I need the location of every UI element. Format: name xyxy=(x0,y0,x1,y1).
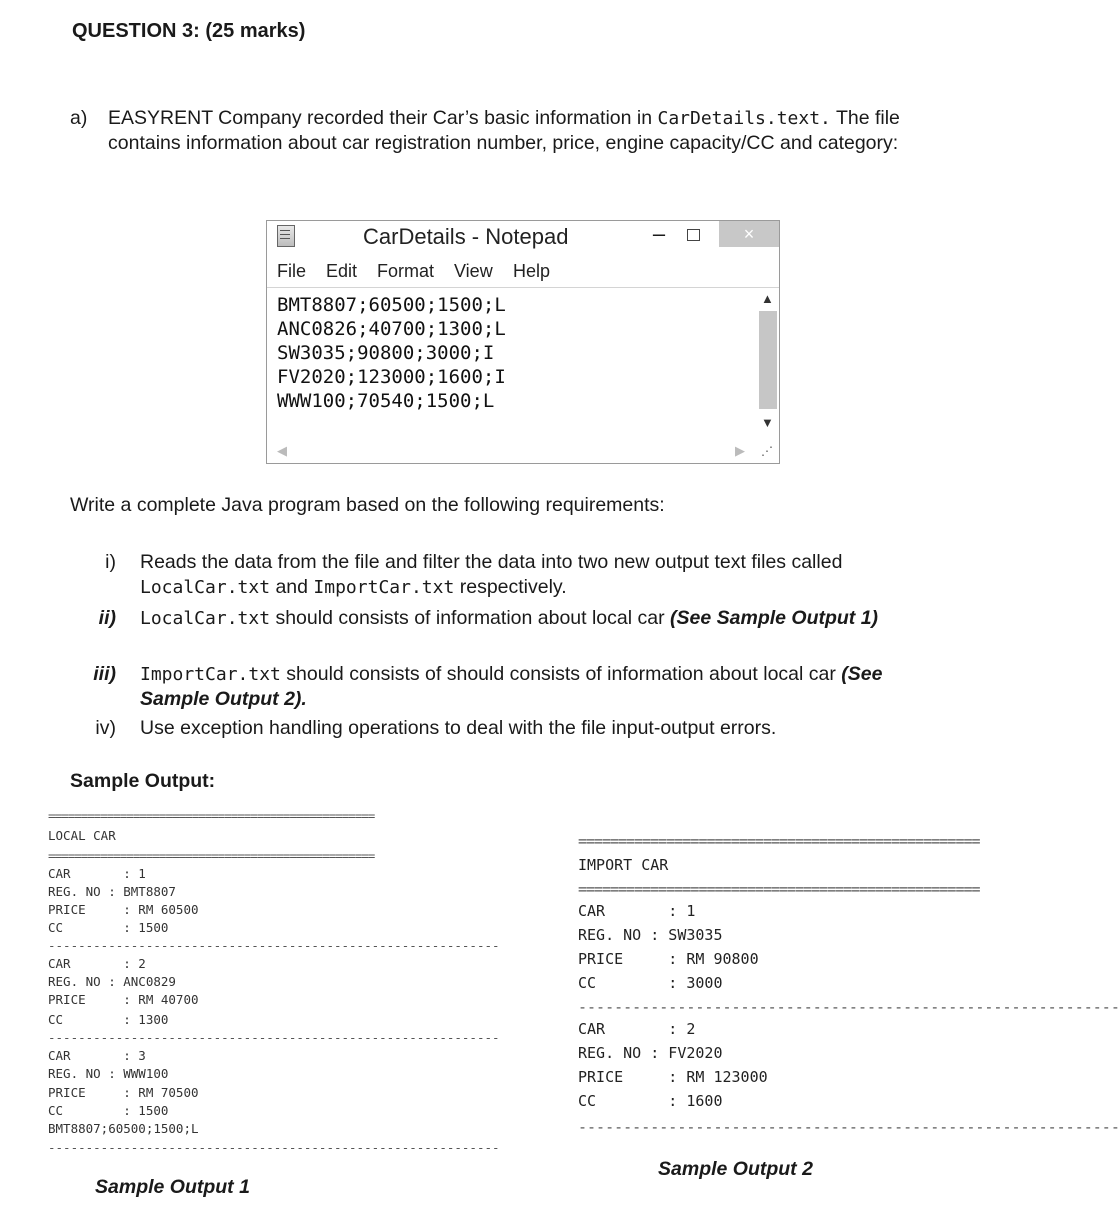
notepad-text-area[interactable] xyxy=(277,293,506,413)
requirement-text: should consists of should consists of information about local car xyxy=(280,663,842,685)
horizontal-scrollbar[interactable] xyxy=(267,441,779,463)
requirement-1 xyxy=(105,550,955,600)
part-a-code: CarDetails.text. xyxy=(657,108,831,129)
vertical-scrollbar[interactable] xyxy=(757,289,779,439)
instruction-text: Write a complete Java program based on the following requirements: xyxy=(70,494,665,516)
dash-line: ------------------------------------------------------------ xyxy=(578,1118,1120,1136)
rule-line: ================================================== xyxy=(48,808,375,823)
record-car: CAR : 1 xyxy=(48,866,146,881)
record-cc: CC : 3000 xyxy=(578,974,723,992)
menu-help[interactable]: Help xyxy=(513,261,551,281)
requirement-number: ii) xyxy=(98,607,116,629)
requirement-number: iv) xyxy=(95,717,116,739)
requirement-number: iii) xyxy=(93,663,116,685)
requirement-2 xyxy=(98,606,955,631)
scroll-right-icon[interactable]: ▶ xyxy=(735,443,745,458)
notepad-line: SW3035;90800;3000;I xyxy=(277,342,495,364)
notepad-menubar xyxy=(267,257,779,288)
requirement-text: respectively. xyxy=(454,576,567,598)
caption-sample-output-2: Sample Output 2 xyxy=(658,1158,813,1180)
scroll-up-icon[interactable]: ▲ xyxy=(761,291,774,306)
record-car: CAR : 1 xyxy=(578,902,696,920)
requirement-note: (See Sample Output 1) xyxy=(670,607,879,629)
requirement-code: LocalCar.txt xyxy=(140,608,271,629)
notepad-line: BMT8807;60500;1500;L xyxy=(277,294,506,316)
rule-line: ================================================== xyxy=(48,848,375,863)
rule-line: ================================================== xyxy=(578,832,980,850)
dash-line: ------------------------------------------------------------ xyxy=(48,938,500,953)
caption-sample-output-1: Sample Output 1 xyxy=(95,1176,250,1198)
menu-format[interactable]: Format xyxy=(377,261,435,281)
requirement-note: (See Sample Output 2). xyxy=(140,663,883,710)
record-cc: CC : 1600 xyxy=(578,1092,723,1110)
dash-line: ------------------------------------------------------------ xyxy=(578,998,1120,1016)
requirement-text: should consists of information about local car xyxy=(270,607,671,629)
record-cc: CC : 1500 xyxy=(48,920,169,935)
part-a-label: a) xyxy=(70,107,88,129)
menu-edit[interactable]: Edit xyxy=(326,261,358,281)
record-car: CAR : 3 xyxy=(48,1048,146,1063)
scroll-down-icon[interactable]: ▼ xyxy=(761,415,774,430)
scroll-left-icon[interactable]: ◀ xyxy=(277,443,287,458)
requirement-code: ImportCar.txt xyxy=(140,664,281,685)
output-trailer: BMT8807;60500;1500;L xyxy=(48,1121,199,1136)
record-price: PRICE : RM 40700 xyxy=(48,992,199,1007)
dash-line: ------------------------------------------------------------ xyxy=(48,1140,500,1155)
record-price: PRICE : RM 123000 xyxy=(578,1068,768,1086)
record-reg: REG. NO : WWW100 xyxy=(48,1066,169,1081)
record-price: PRICE : RM 70500 xyxy=(48,1085,199,1100)
maximize-icon[interactable] xyxy=(687,229,700,241)
requirement-3 xyxy=(93,662,955,712)
requirement-text: Reads the data from the file and filter the data into two new output text files called xyxy=(140,551,843,573)
record-reg: REG. NO : SW3035 xyxy=(578,926,723,944)
notepad-titlebar xyxy=(267,221,779,255)
menu-view[interactable]: View xyxy=(454,261,493,281)
question-title: QUESTION 3: (25 marks) xyxy=(72,20,306,42)
record-price: PRICE : RM 60500 xyxy=(48,902,199,917)
requirement-text: and xyxy=(270,576,314,598)
notepad-line: FV2020;123000;1600;I xyxy=(277,366,506,388)
notepad-app-icon xyxy=(277,225,295,247)
sample-output-label: Sample Output: xyxy=(70,770,216,792)
part-a-text-1: EASYRENT Company recorded their Car’s basic information in xyxy=(108,107,658,129)
requirement-number: i) xyxy=(105,551,116,573)
menu-file[interactable]: File xyxy=(277,261,307,281)
minimize-icon[interactable]: – xyxy=(652,221,666,246)
rule-line: ================================================== xyxy=(578,880,980,898)
scrollbar-thumb[interactable] xyxy=(759,311,777,409)
notepad-line: ANC0826;40700;1300;L xyxy=(277,318,506,340)
record-car: CAR : 2 xyxy=(578,1020,696,1038)
record-reg: REG. NO : FV2020 xyxy=(578,1044,723,1062)
record-reg: REG. NO : ANC0829 xyxy=(48,974,176,989)
dash-line: ------------------------------------------------------------ xyxy=(48,1030,500,1045)
requirement-4 xyxy=(95,716,955,741)
part-a-text-2: The file contains information about car registration number, price, engine capacity/CC and category: xyxy=(108,107,900,154)
record-cc: CC : 1500 xyxy=(48,1103,169,1118)
output-header: IMPORT CAR xyxy=(578,856,669,874)
record-reg: REG. NO : BMT8807 xyxy=(48,884,176,899)
requirement-text: Use exception handling operations to deal with the file input-output errors. xyxy=(140,717,777,739)
requirement-code: LocalCar.txt xyxy=(140,577,271,598)
requirement-code: ImportCar.txt xyxy=(313,577,455,598)
output-header: LOCAL CAR xyxy=(48,828,116,843)
part-a-paragraph xyxy=(70,106,970,156)
notepad-title: CarDetails - Notepad xyxy=(363,224,569,249)
record-price: PRICE : RM 90800 xyxy=(578,950,759,968)
notepad-window xyxy=(266,220,780,464)
record-car: CAR : 2 xyxy=(48,956,146,971)
close-icon[interactable]: × xyxy=(719,221,779,247)
resize-grip-icon[interactable]: ⋰ xyxy=(761,444,773,458)
notepad-line: WWW100;70540;1500;L xyxy=(277,390,495,412)
record-cc: CC : 1300 xyxy=(48,1012,169,1027)
